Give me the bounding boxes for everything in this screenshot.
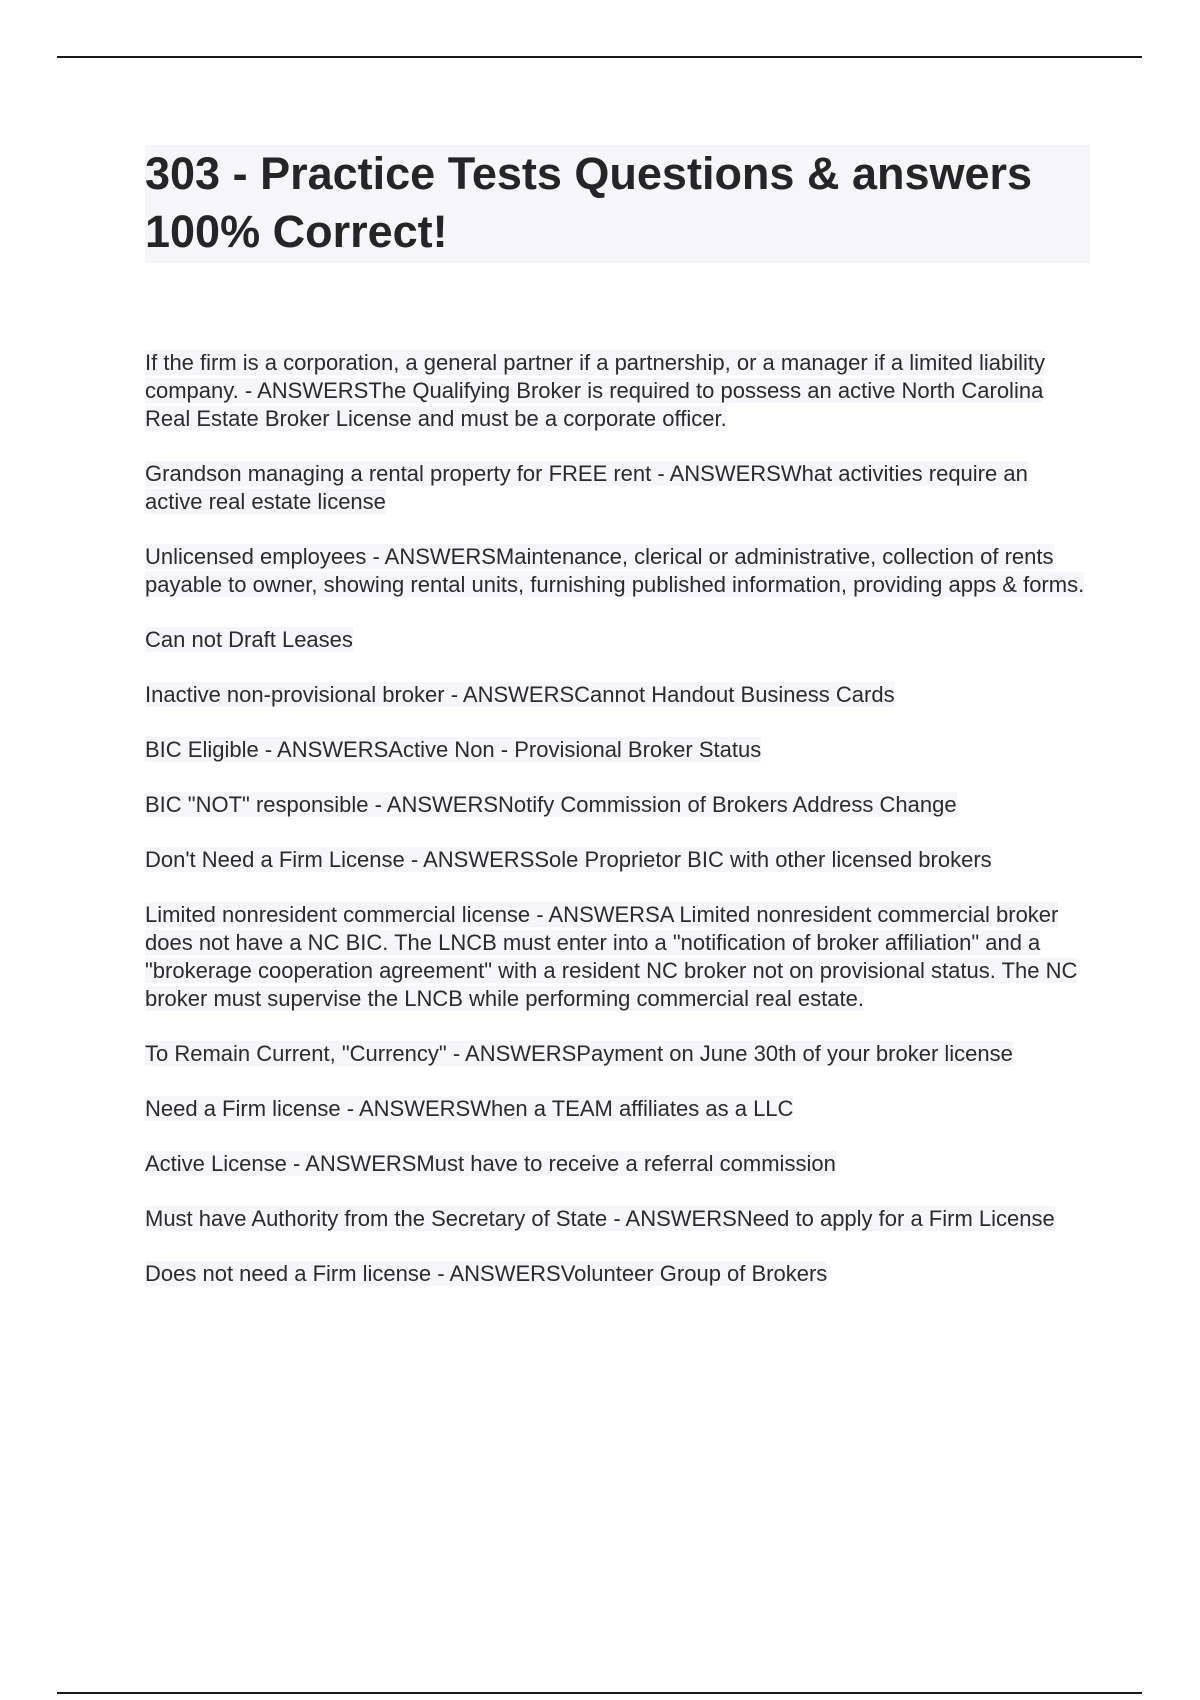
qa-entry xyxy=(145,846,1090,874)
qa-entry xyxy=(145,791,1090,819)
qa-entry-text: Can not Draft Leases xyxy=(145,627,353,652)
qa-entry-text: BIC Eligible - ANSWERSActive Non - Provisional Broker Status xyxy=(145,737,762,762)
bottom-rule xyxy=(57,1692,1142,1694)
qa-entry-text: Limited nonresident commercial license - ANSWERSA Limited nonresident commercial broker does not have a NC BIC. The LNCB must enter into a "notification of broker affiliation" and a "brokerage cooperation agreement" with a resident NC broker not on provisional status. The NC broker must supervise the LNCB while performing commercial real estate. xyxy=(145,902,1078,1011)
document-title: 303 - Practice Tests Questions & answers 100% Correct! xyxy=(145,145,1090,263)
qa-entry-text: Inactive non-provisional broker - ANSWERSCannot Handout Business Cards xyxy=(145,682,895,707)
qa-entry xyxy=(145,736,1090,764)
qa-entry xyxy=(145,460,1090,516)
qa-entry-text: Grandson managing a rental property for FREE rent - ANSWERSWhat activities require an active real estate license xyxy=(145,461,1028,514)
qa-entry-text: To Remain Current, "Currency" - ANSWERSPayment on June 30th of your broker license xyxy=(145,1041,1013,1066)
qa-entry xyxy=(145,626,1090,654)
qa-entry-text: BIC "NOT" responsible - ANSWERSNotify Commission of Brokers Address Change xyxy=(145,792,957,817)
document-body xyxy=(145,145,1090,1315)
qa-entry-text: If the firm is a corporation, a general partner if a partnership, or a manager if a limited liability company. - ANSWERSThe Qualifying Broker is required to possess an active North Carolina Real Estate Broker License and must be a corporate officer. xyxy=(145,350,1045,431)
qa-entry xyxy=(145,1260,1090,1288)
qa-entry-text: Unlicensed employees - ANSWERSMaintenance, clerical or administrative, collection of rents payable to owner, showing rental units, furnishing published information, providing apps & forms. xyxy=(145,544,1085,597)
qa-list xyxy=(145,349,1090,1288)
qa-entry-text: Don't Need a Firm License - ANSWERSSole Proprietor BIC with other licensed brokers xyxy=(145,847,992,872)
qa-entry xyxy=(145,1150,1090,1178)
qa-entry xyxy=(145,349,1090,433)
qa-entry-text: Active License - ANSWERSMust have to receive a referral commission xyxy=(145,1151,836,1176)
qa-entry xyxy=(145,543,1090,599)
qa-entry xyxy=(145,901,1090,1013)
qa-entry-text: Need a Firm license - ANSWERSWhen a TEAM affiliates as a LLC xyxy=(145,1096,794,1121)
qa-entry xyxy=(145,1040,1090,1068)
top-rule xyxy=(57,56,1142,58)
qa-entry-text: Does not need a Firm license - ANSWERSVolunteer Group of Brokers xyxy=(145,1261,828,1286)
qa-entry xyxy=(145,1205,1090,1233)
qa-entry xyxy=(145,1095,1090,1123)
qa-entry-text: Must have Authority from the Secretary of State - ANSWERSNeed to apply for a Firm License xyxy=(145,1206,1055,1231)
qa-entry xyxy=(145,681,1090,709)
